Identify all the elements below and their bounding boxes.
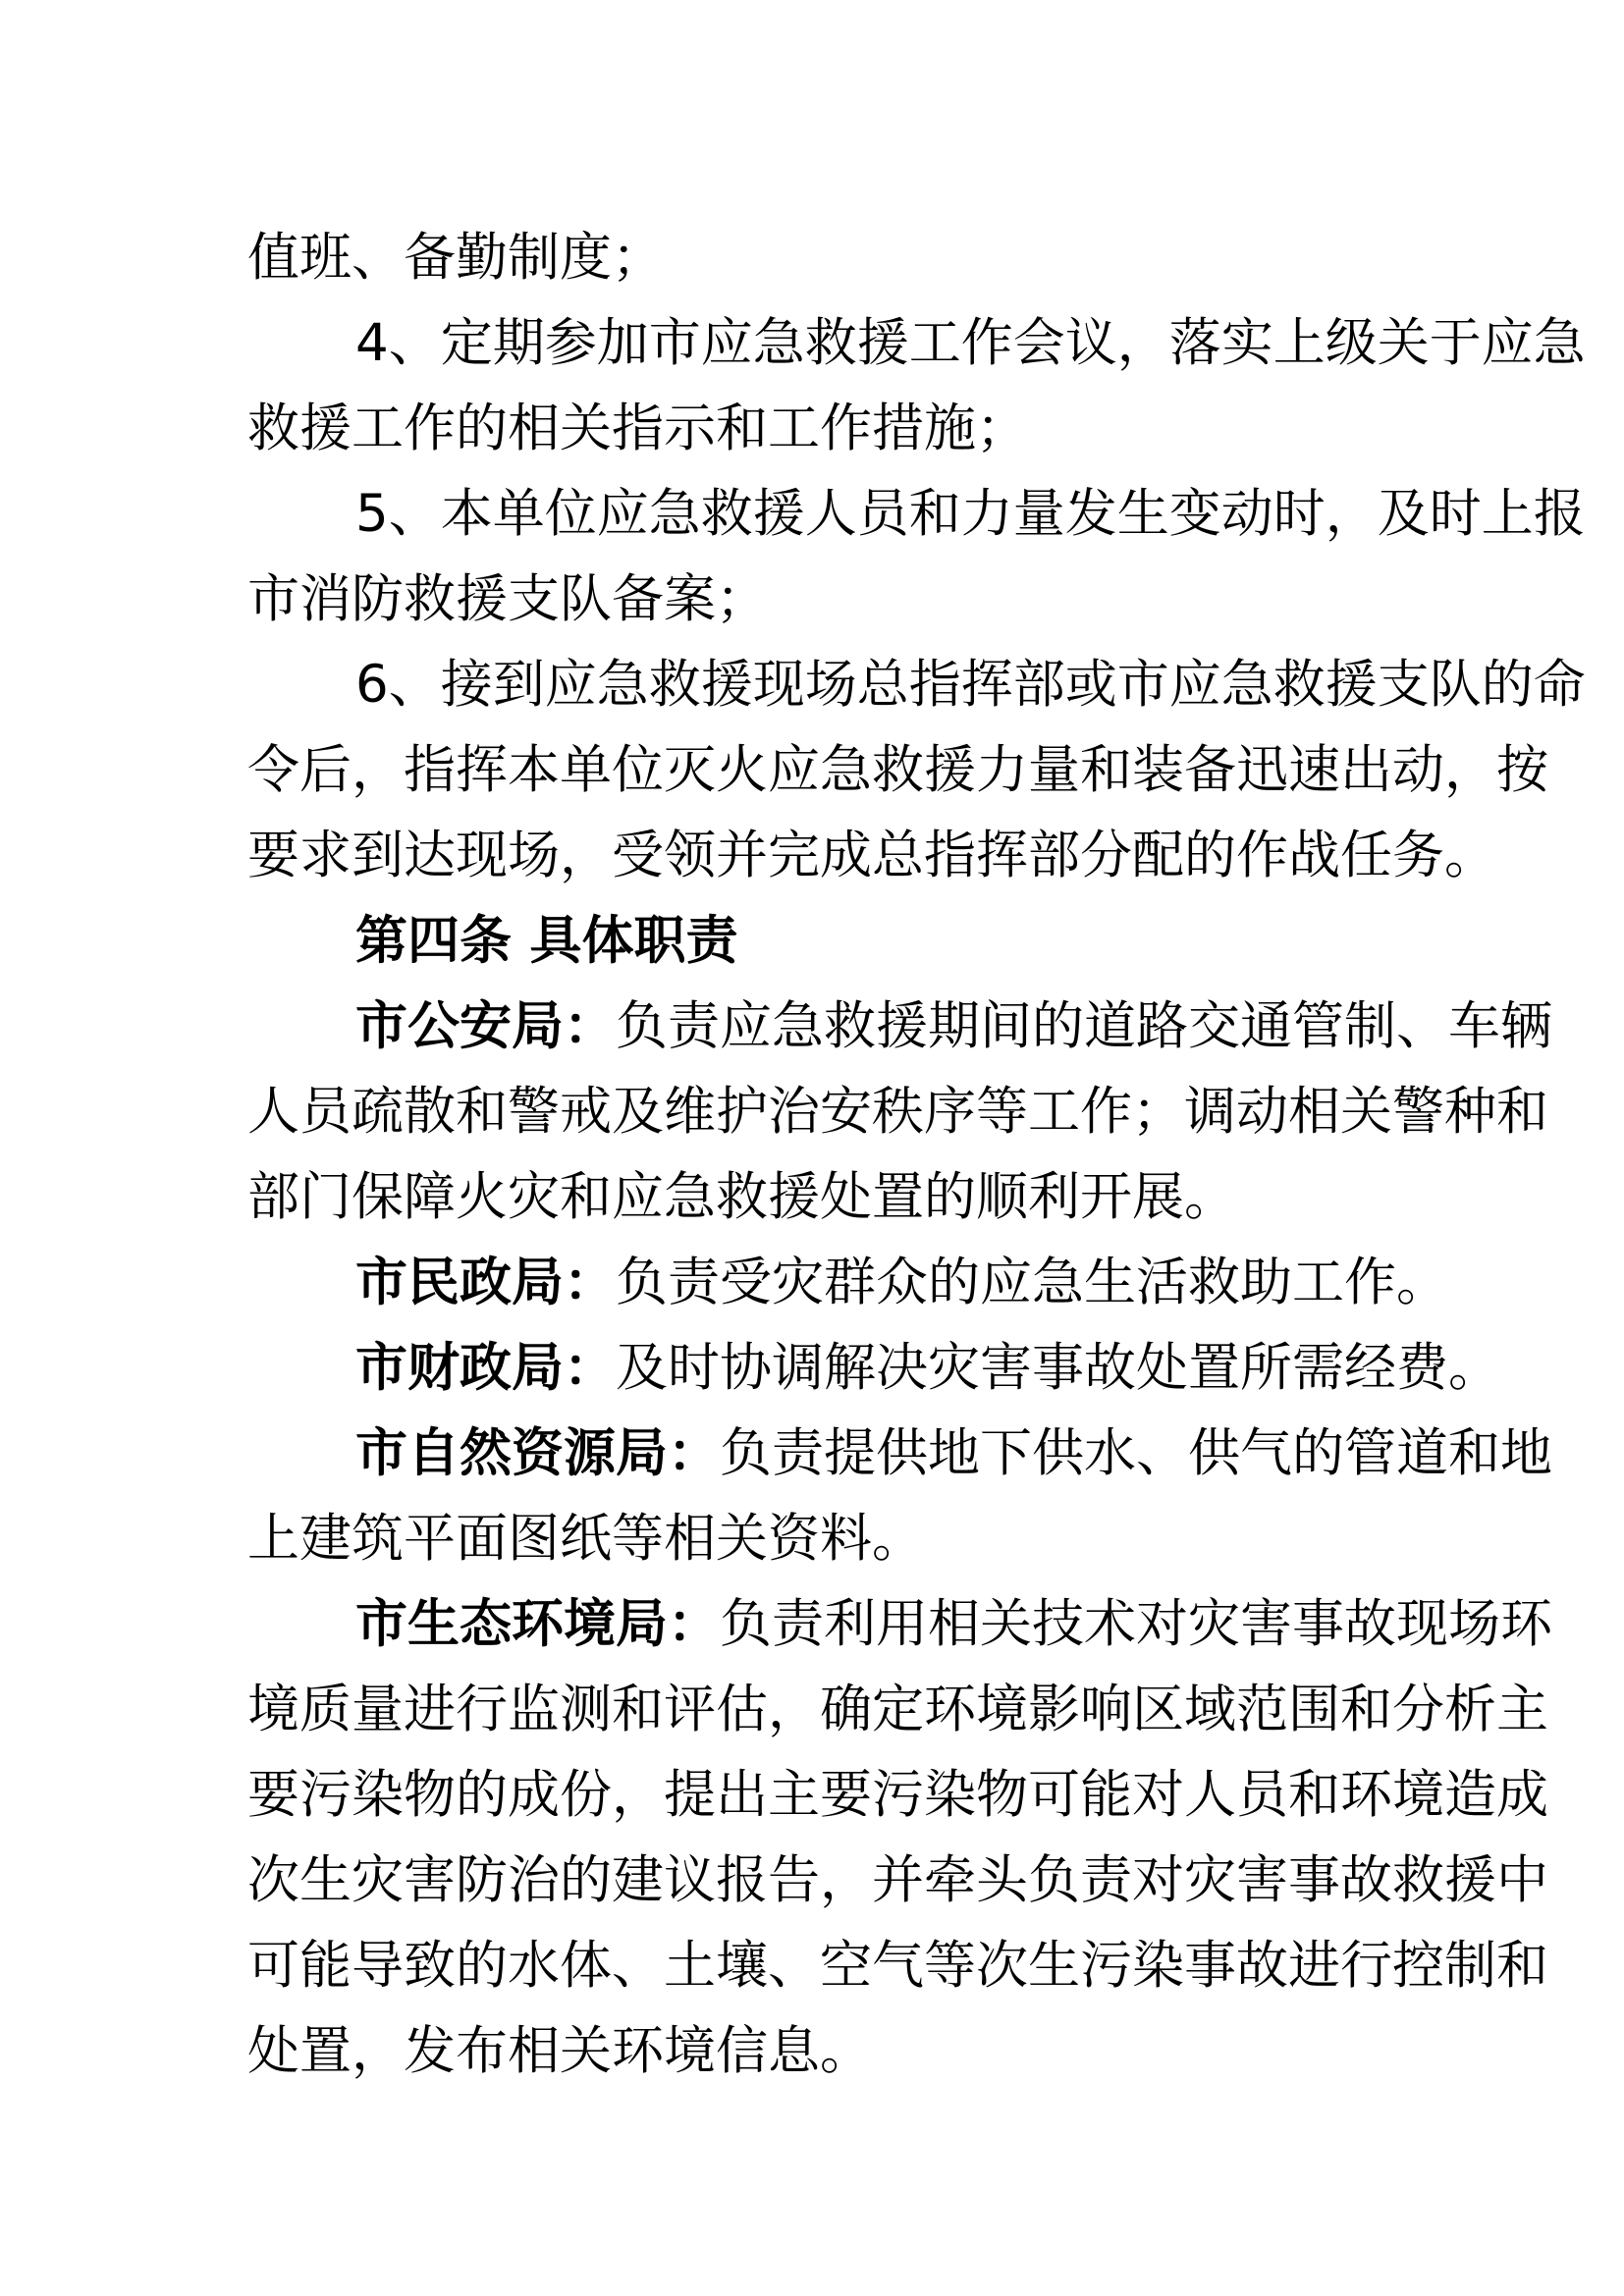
line-text: 要求到达现场，受领并完成总指挥部分配的作战任务。: [247, 826, 1496, 885]
text-line: [247, 1496, 1384, 1581]
text-line: [247, 300, 1586, 386]
text-line: [247, 215, 1384, 300]
line-text: 令后，指挥本单位灭火应急救援力量和装备迅速出动，按: [247, 740, 1548, 800]
line-text: 4、定期参加市应急救援工作会议，落实上级关于应急: [355, 313, 1586, 373]
bold-lead: 第四条 具体职责: [355, 911, 738, 971]
line-text: 上建筑平面图纸等相关资料。: [247, 1509, 924, 1569]
line-text: 负责受灾群众的应急生活救助工作。: [616, 1253, 1448, 1312]
text-line: [247, 1411, 1552, 1496]
bold-lead: 市民政局：: [355, 1253, 616, 1312]
text-line: [247, 1069, 1548, 1154]
bold-lead: 市财政局：: [355, 1338, 616, 1398]
line-text: 负责应急救援期间的道路交通管制、车辆: [616, 996, 1552, 1056]
paragraph: [247, 1240, 1448, 1325]
text-line: [247, 898, 1384, 984]
text-line: [247, 1240, 1448, 1325]
paragraph: [247, 1411, 1552, 1581]
line-text: 可能导致的水体、土壤、空气等次生污染事故进行控制和: [247, 1936, 1548, 1996]
line-text: 救援工作的相关指示和工作措施；: [247, 399, 1028, 458]
text-line: [247, 1325, 1500, 1411]
line-text: 部门保障火灾和应急救援处置的顺利开展。: [247, 1167, 1236, 1227]
text-line: [247, 471, 1586, 557]
line-text: 要污染物的成份，提出主要污染物可能对人员和环境造成: [247, 1765, 1548, 1825]
line-text: 负责利用相关技术对灾害事故现场环: [720, 1594, 1552, 1654]
line-text: 及时协调解决灾害事故处置所需经费。: [616, 1338, 1500, 1398]
line-text: 负责提供地下供水、供气的管道和地: [720, 1423, 1552, 1483]
text-line: [247, 2008, 1384, 2094]
text-line: [247, 1923, 1548, 2008]
line-text: 5、本单位应急救援人员和力量发生变动时，及时上报: [355, 484, 1586, 544]
text-line: [247, 1154, 1384, 1240]
bold-lead: 市自然资源局：: [355, 1423, 720, 1483]
line-text: 次生灾害防治的建议报告，并牵头负责对灾害事故救援中: [247, 1850, 1548, 1910]
paragraph: [247, 642, 1586, 898]
text-line: [247, 557, 1384, 642]
paragraph: [247, 1325, 1500, 1411]
paragraph: [247, 1581, 1552, 2094]
line-text: 处置，发布相关环境信息。: [247, 2021, 872, 2081]
paragraph: [247, 471, 1586, 642]
line-text: 人员疏散和警戒及维护治安秩序等工作；调动相关警种和: [247, 1082, 1548, 1142]
line-text: 境质量进行监测和评估，确定环境影响区域范围和分析主: [247, 1680, 1548, 1739]
paragraph: [247, 215, 1384, 300]
text-line: [247, 642, 1586, 727]
text-line: [247, 813, 1496, 898]
line-text: 市消防救援支队备案；: [247, 569, 768, 629]
text-line: [247, 1752, 1548, 1838]
paragraph: [247, 984, 1552, 1240]
text-line: [247, 386, 1384, 471]
bold-lead: 市生态环境局：: [355, 1594, 720, 1654]
line-text: 值班、备勤制度；: [247, 228, 664, 288]
paragraph: [247, 300, 1586, 471]
text-line: [247, 727, 1548, 813]
document-body: [247, 215, 1586, 2094]
text-line: [247, 1581, 1552, 1667]
text-line: [247, 984, 1552, 1069]
text-line: [247, 1838, 1548, 1923]
bold-lead: 市公安局：: [355, 996, 616, 1056]
line-text: 6、接到应急救援现场总指挥部或市应急救援支队的命: [355, 655, 1586, 715]
text-line: [247, 1667, 1548, 1752]
section-heading: [247, 898, 1384, 984]
